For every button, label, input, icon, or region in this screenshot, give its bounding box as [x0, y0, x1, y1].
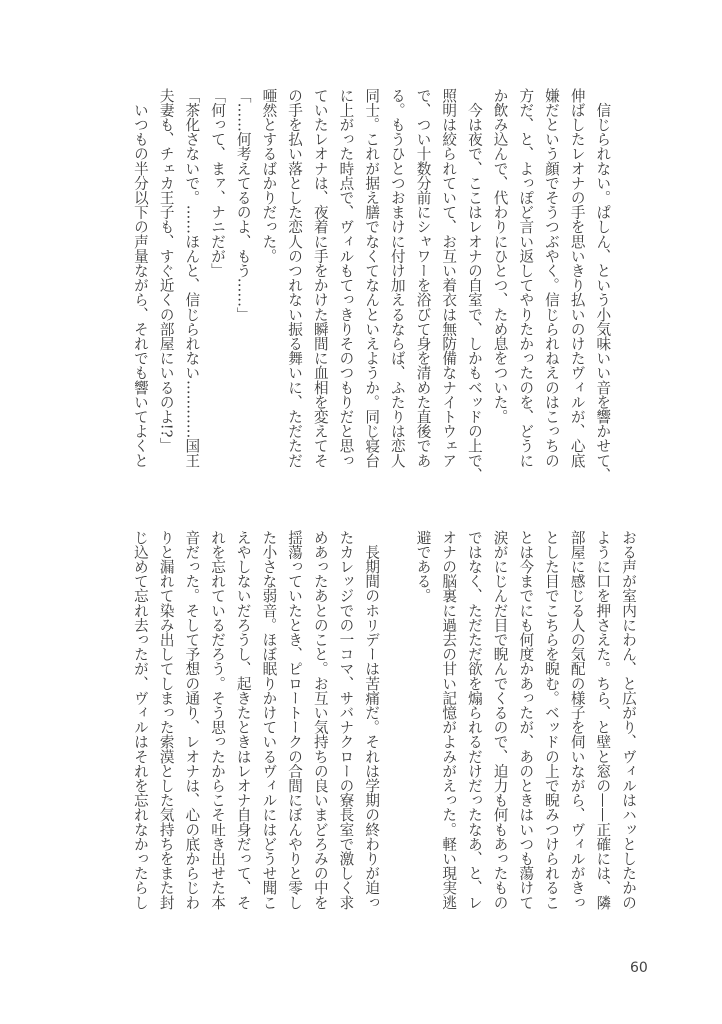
text-column: じ込めて忘れ去ったが、ヴィルはそれを忘れなかったらし — [131, 530, 149, 910]
text-column — [615, 88, 641, 488]
text-column: ように口を押さえた。ちら、と壁と窓の——正確には、隣 — [594, 530, 612, 910]
text-column: たカレッジでの一コマ、サバナクローの寮長室で激しく求 — [337, 530, 355, 910]
text-column — [384, 530, 410, 940]
text-column: りと漏れて染み出してしまった索漠とした気持ちをまた封 — [157, 530, 175, 910]
text-column: 部屋に感じる人の気配の様子を伺いながら、ヴィルがきっ — [568, 530, 586, 910]
text-column: 夫妻も、チェカ王子も、すぐ近くの部屋にいるのよ!?」 — [157, 88, 175, 453]
text-column: か飲み込んで、代わりにひとつ、ため息をついた。 — [491, 88, 509, 424]
text-column: ではなく、ただただ欲を煽られるだけだったなあ、と、レ — [465, 530, 483, 910]
text-column: めあったあとのこと。お互い気持ちの良いまどろみの中を — [311, 530, 329, 910]
text-column: た小さな弱音。ほぼ眠りかけているヴィルにはどうせ聞こ — [260, 530, 278, 910]
text-column: 涙がにじんだ目で睨んでくるので、迫力も何もあったもの — [491, 530, 509, 910]
text-column: 「何って、まァ、ナニだが」 — [209, 88, 226, 278]
text-column: ていたレオナは、夜着に手をかけた瞬間に血相を変えてそ — [311, 88, 329, 468]
text-column: 「茶化さないで。……ほんと、信じられない…………国王 — [183, 88, 201, 468]
text-column: の手を払い落とした恋人のつれない振る舞いに、ただただ — [286, 88, 304, 468]
text-column: れを忘れているだろう。そう思ったからこそ吐き出せた本 — [209, 530, 226, 910]
text-column: 唖然とするばかりだった。 — [260, 88, 278, 264]
text-column: で、つい十数分前にシャワーを浴びて身を清めた直後であ — [414, 88, 432, 468]
text-column: 照明は絞られていて、お互い着衣は無防備なナイトウェア — [440, 88, 458, 468]
text-column: 方だ、と、よっぽど言い返してやりたかったのを、どうに — [517, 88, 535, 468]
text-column: 揺蕩っていたとき、ピロートークの合間にぼんやりと零し — [286, 530, 304, 910]
text-column: る。もうひとつおまけに付け加えるならば、ふたりは恋人 — [388, 88, 406, 468]
text-column: に上がった時点で、ヴィルもてっきりそのつもりだと思っ — [337, 88, 355, 468]
text-column: 避である。 — [414, 530, 432, 603]
text-column: えやしないだろうし、起きたときはレオナ自身だって、そ — [234, 530, 252, 910]
text-column: とした目でこちらを睨む。ベッドの上で睨みつけられるこ — [542, 530, 560, 910]
text-column: 「……何考えてるのよ、もう……」 — [234, 88, 252, 322]
text-column: 嫌だという顔でそうつぶやく。信じられねえのはこっちの — [542, 88, 560, 468]
text-column: 音だった。そして予想の通り、レオナは、心の底からじわ — [183, 530, 201, 910]
text-column: 今は夜で、ここはレオナの自室で、しかもベッドの上で、 — [465, 88, 483, 483]
text-column: 同士。これが据え膳でなくてなんといえようか。同じ寝台 — [363, 88, 381, 468]
page-number: 60 — [630, 960, 648, 976]
text-column: 伸ばしたレオナの手を思いきり払いのけたヴィルが、心底 — [568, 88, 586, 468]
text-column: とは今までにも何度かあったが、あのときはいつも蕩けて — [517, 530, 535, 910]
text-column: オナの脳裏に過去の甘い記憶がよみがえった。軽い現実逃 — [440, 530, 458, 910]
text-block-bottom — [127, 530, 641, 940]
text-block-top — [127, 88, 641, 488]
text-column: 長期間のホリデーは苦痛だ。それは学期の終わりが迫っ — [363, 530, 381, 910]
text-column: いつもの半分以下の声量ながら、それでも響いてよくと — [131, 88, 149, 468]
text-column: 信じられない。ぱしん、という小気味いい音を響かせて、 — [594, 88, 612, 483]
text-column: おる声が室内にわん、と広がり、ヴィルはハッとしたかの — [620, 530, 637, 910]
